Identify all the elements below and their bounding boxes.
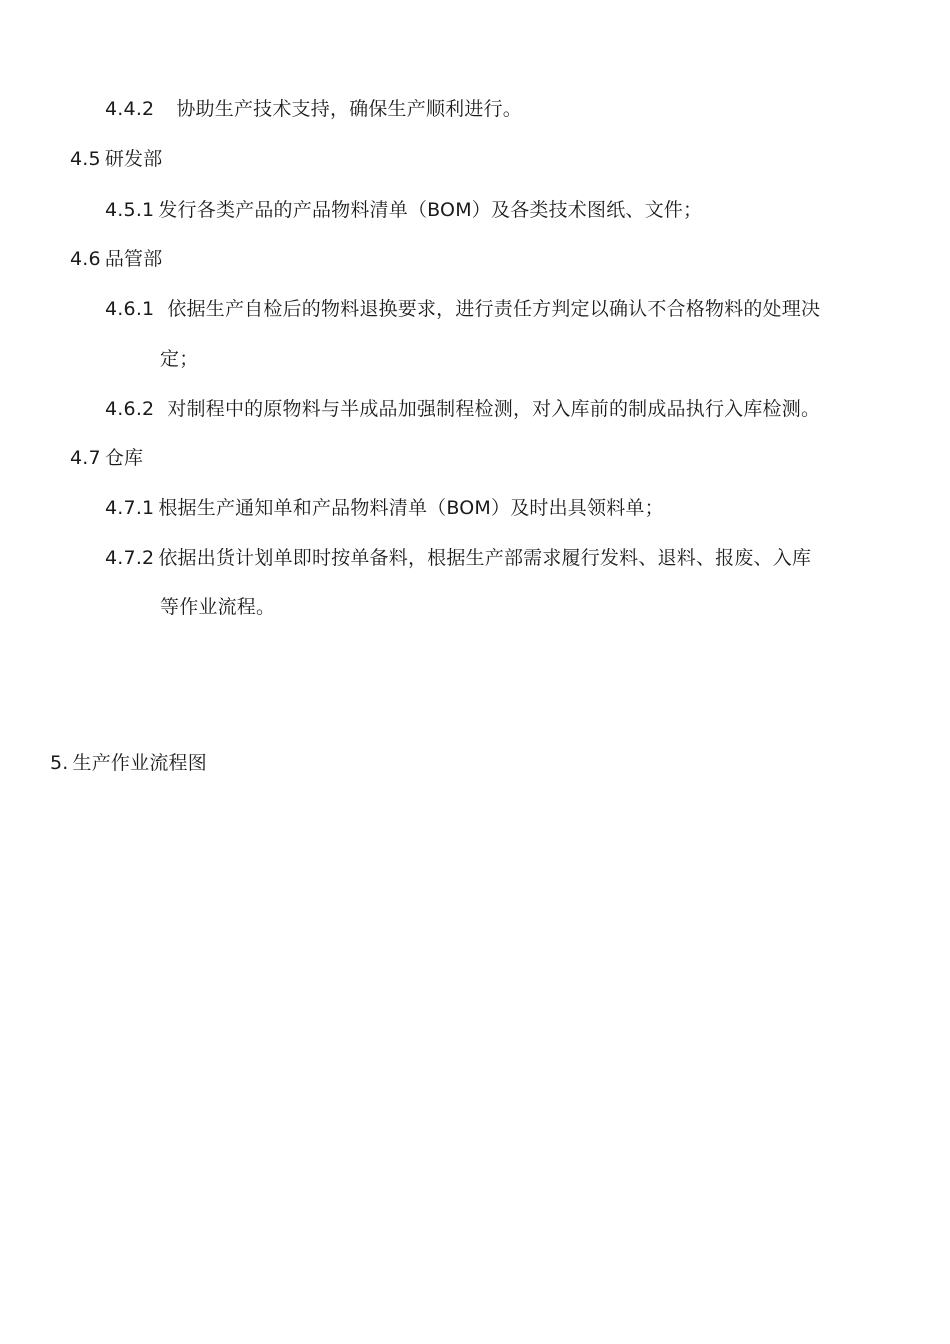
item-text: 对制程中的原物料与半成品加强制程检测，对入库前的制成品执行入库检测。 (167, 398, 821, 420)
item-number: 4.5.1 (105, 199, 155, 221)
item-text: 协助生产技术支持，确保生产顺利进行。 (176, 98, 522, 120)
section-5-heading (50, 749, 207, 777)
item-text-line1: 依据出货计划单即时按单备料，根据生产部需求履行发料、退料、报废、入库 (158, 547, 812, 569)
item-number: 4.6.2 (105, 398, 155, 420)
item-4-6-1 (105, 295, 820, 323)
section-number: 5. (50, 752, 69, 774)
subsection-title: 品管部 (104, 248, 163, 270)
item-text: 根据生产通知单和产品物料清单（BOM）及时出具领料单； (158, 497, 664, 519)
item-text-line2: 等作业流程。 (160, 596, 276, 618)
item-4-6-2 (105, 395, 820, 423)
subsection-title: 研发部 (104, 148, 163, 170)
item-text-line2: 定； (160, 348, 199, 370)
item-number: 4.4.2 (105, 98, 155, 120)
item-4-7-1 (105, 494, 664, 522)
subsection-4-7-heading (70, 444, 143, 472)
item-number: 4.7.2 (105, 547, 155, 569)
item-text-line1: 依据生产自检后的物料退换要求，进行责任方判定以确认不合格物料的处理决 (167, 298, 821, 320)
subsection-number: 4.5 (70, 148, 101, 170)
subsection-4-5-heading (70, 145, 162, 173)
subsection-number: 4.7 (70, 447, 101, 469)
item-number: 4.7.1 (105, 497, 155, 519)
subsection-title: 仓库 (104, 447, 144, 469)
item-4-4-2 (105, 95, 522, 123)
subsection-4-6-heading (70, 245, 162, 273)
item-text: 发行各类产品的产品物料清单（BOM）及各类技术图纸、文件； (158, 199, 703, 221)
item-4-7-2 (105, 544, 811, 572)
item-number: 4.6.1 (105, 298, 155, 320)
item-4-7-2-continuation (160, 593, 275, 621)
item-4-5-1 (105, 196, 702, 224)
item-4-6-1-continuation (160, 345, 198, 373)
subsection-number: 4.6 (70, 248, 101, 270)
section-title: 生产作业流程图 (72, 752, 207, 774)
